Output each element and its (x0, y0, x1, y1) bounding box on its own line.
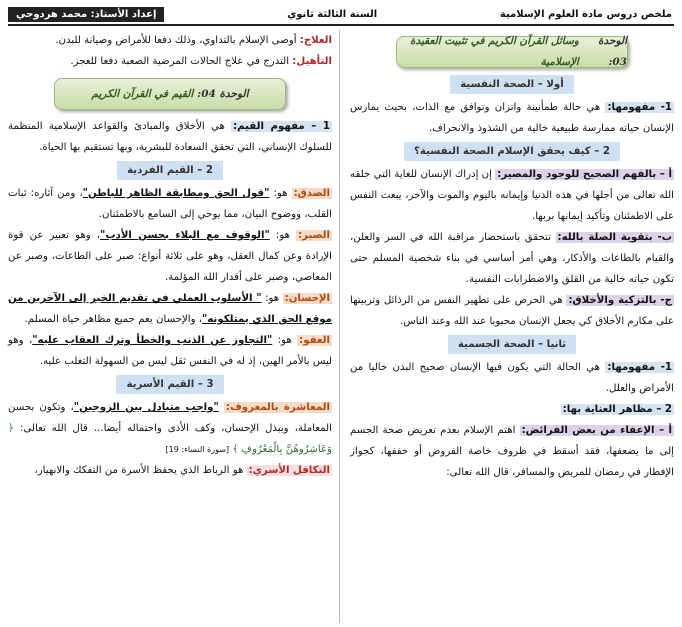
label-exemption: أ – الإعفاء من بعض الفرائض: (521, 425, 672, 436)
paragraph-benevolence (8, 288, 332, 330)
paragraph-understanding (350, 164, 674, 227)
quran-verse: ﴿ وَعَاشِرُوهُنَّ بِالْمَعْرُوفِ ﴾ (8, 423, 332, 455)
label-connection-god: ب- بتقوية الصلة بالله: (557, 232, 672, 243)
header-bar (8, 4, 674, 26)
text-patience-a: هو: (269, 230, 297, 241)
text-benevolence-a: هو: (261, 293, 283, 304)
section-physical-health (350, 334, 674, 355)
label-purification: ج- بالتزكية والأخلاق: (568, 295, 672, 306)
label-patience: الصبر: (298, 230, 330, 241)
label-honesty: الصدق: (293, 188, 331, 199)
paragraph-honesty (8, 183, 332, 225)
quote-forgiveness: "التجاوز عن الذنب والخطأ وترك العقاب عليه" (32, 335, 273, 346)
text-forgiveness-b: ، وهو ليس بالأمر الهين، إذ له في النفس ثقل ليس من السهولة التغلب عليه. (8, 335, 332, 367)
paragraph-exemption (350, 420, 674, 483)
text-definition-1: هي حالة طمأنينة واتزان وتوافق مع الذات، بحيث يمارس الإنسان حياته ممارسة طبيعية خالية من الشذوذ والانحراف. (350, 102, 674, 134)
paragraph-mental-health-definition (350, 97, 674, 139)
verse-reference: [سورة النساء: 19] (165, 445, 230, 454)
label-rehabilitation: التأهيل: (292, 56, 332, 67)
right-column (350, 30, 674, 483)
label-family-solidarity: التكافل الأسري: (248, 465, 330, 476)
label-values-concept: 1 – مفهوم القيم: (233, 121, 330, 132)
section-individual-values-title: 2 – القيم الفردية (117, 161, 223, 180)
text-treatment: أوصى الإسلام بالتداوي، وذلك دفعا للأمراض وصيانة للبدن. (55, 35, 300, 46)
unit-04-number: الوحدة 04: (197, 87, 249, 100)
paragraph-good-companionship (8, 397, 332, 460)
text-good-companionship: ، وتكون بحسن المعاملة، وببذل الإحسان، وكف الأذى واحتماله أيضا... قال الله تعالى: (8, 402, 332, 434)
text-honesty-b: ، ومن آثاره: ثبات القلب، ووضوح البيان، مما يوحي إلى السامع بالاطمئنان. (8, 188, 332, 220)
paragraph-patience (8, 225, 332, 288)
paragraph-family-solidarity (8, 460, 332, 481)
section-mental-health-title: أولا – الصحة النفسية (450, 75, 574, 94)
label-forgiveness: العفو: (299, 335, 330, 346)
label-benevolence: الإحسان: (284, 293, 331, 304)
paragraph-purification (350, 290, 674, 332)
text-values-concept: هي الأخلاق والمبادئ والقواعد الإسلامية المنظمة للسلوك الإنساني، التي تحقق السعادة للبشرية، وبها تستقيم بها الحياة. (8, 121, 332, 153)
label-care-aspects: 2 – مظاهر العناية بها: (562, 404, 672, 415)
left-column (8, 30, 332, 481)
subheading-how-islam (350, 141, 674, 162)
quote-benevolence: " الأسلوب العملي في تقديم الخير إلى الآخرين من موقع الحق الذي يمتلكونه" (8, 293, 332, 325)
paragraph-connection-god (350, 227, 674, 290)
text-benevolence-b: ، والإحسان يعم جميع مظاهر حياة المسلم. (24, 314, 203, 325)
text-rehabilitation: التدرج في علاج الحالات المرضية الصعبة دفعا للعجز. (70, 56, 293, 67)
header-grade: السنة الثالثة ثانوي (287, 8, 378, 20)
label-good-companionship: المعاشرة بالمعروف: (225, 402, 330, 413)
quote-good-companionship: "واجب متبادل بين الزوجين" (73, 402, 219, 413)
unit-03-title: وسائل القرآن الكريم في تثبيت العقيدة الإسلامية (409, 35, 579, 68)
paragraph-physical-definition (350, 357, 674, 399)
text-understanding: إن إدراك الإنسان للغاية التي خلقه الله تعالى من أجلها في هذه الدنيا وإيمانه باليوم والموت والآخر، يبعث النفس على الاطمئنان وتأكيد إيمانها بربها. (350, 169, 674, 222)
text-exemption: اهتم الإسلام بعدم تعريض صحة الجسم إلى ما يضعفها، فقد أسقط في ظروف خاصة الفروض أو خففها، كجواز الإفطار في رمضان للمريض والمسافر، قال الله تعالى: (350, 425, 674, 478)
paragraph-forgiveness (8, 330, 332, 372)
label-definition-2: 1- مفهومها: (607, 362, 673, 373)
header-author: إعداد الأستاذ: محمد هردوحي (8, 7, 164, 22)
text-forgiveness-a: هو: (272, 335, 298, 346)
section-family-values (8, 374, 332, 395)
subheading-how-islam-title: 2 – كيف يحقق الإسلام الصحة النفسية؟ (404, 142, 620, 161)
paragraph-rehabilitation (8, 51, 332, 72)
unit-03-banner (396, 36, 628, 68)
section-family-values-title: 3 – القيم الأسرية (116, 375, 223, 394)
quote-honesty: "قول الحق ومطابقة الظاهر للباطن" (82, 188, 270, 199)
paragraph-care-aspects (350, 399, 674, 420)
unit-03-number: الوحدة 03: (597, 35, 627, 68)
label-treatment: العلاج: (299, 35, 332, 46)
text-definition-2: هي الحالة التي يكون فيها الإنسان صحيح البدن خاليا من الأمراض والعلل. (350, 362, 674, 394)
text-family-solidarity: هو الرباط الذي يحفظ الأسرة من التفكك والانهيار، (34, 465, 247, 476)
text-honesty-a: هو: (269, 188, 292, 199)
column-divider (339, 30, 340, 623)
section-physical-health-title: ثانيا – الصحة الجسمية (448, 335, 576, 354)
text-patience-b: ، وهو تعبير عن قوة الإرادة وعن كمال العقل، وهو على ثلاثة أنواع: صبر على الطاعات، وصبر عن المعاصي، وصبر على أقدار الله المؤلمة. (8, 230, 332, 283)
label-understanding: أ – بالفهم الصحيح للوجود والمصير: (497, 169, 672, 180)
paragraph-treatment (8, 30, 332, 51)
section-individual-values (8, 160, 332, 181)
quote-patience: "الوقوف مع البلاء بحسن الأدب" (100, 230, 270, 241)
unit-04-banner (54, 78, 286, 110)
text-connection-god: تتحقق باستحضار مراقبة الله في السر والعلن، والقيام بالطاعات والأذكار، وهي أمر أساسي في بناء شخصية المسلم حتى تكون حياته خالية من القلق والاضطرابات النفسية. (350, 232, 674, 285)
paragraph-values-concept (8, 116, 332, 158)
header-subject: ملخص دروس مادة العلوم الإسلامية (499, 8, 672, 20)
label-definition-1: 1- مفهومها: (607, 102, 672, 113)
text-purification: هي الحرص على تطهير النفس من الرذائل وتربيتها على مكارم الأخلاق كي يجعل الإنسان محبوبا عند الله وعند الناس. (350, 295, 674, 327)
section-mental-health (350, 74, 674, 95)
unit-04-title: القيم في القرآن الكريم (91, 87, 194, 100)
